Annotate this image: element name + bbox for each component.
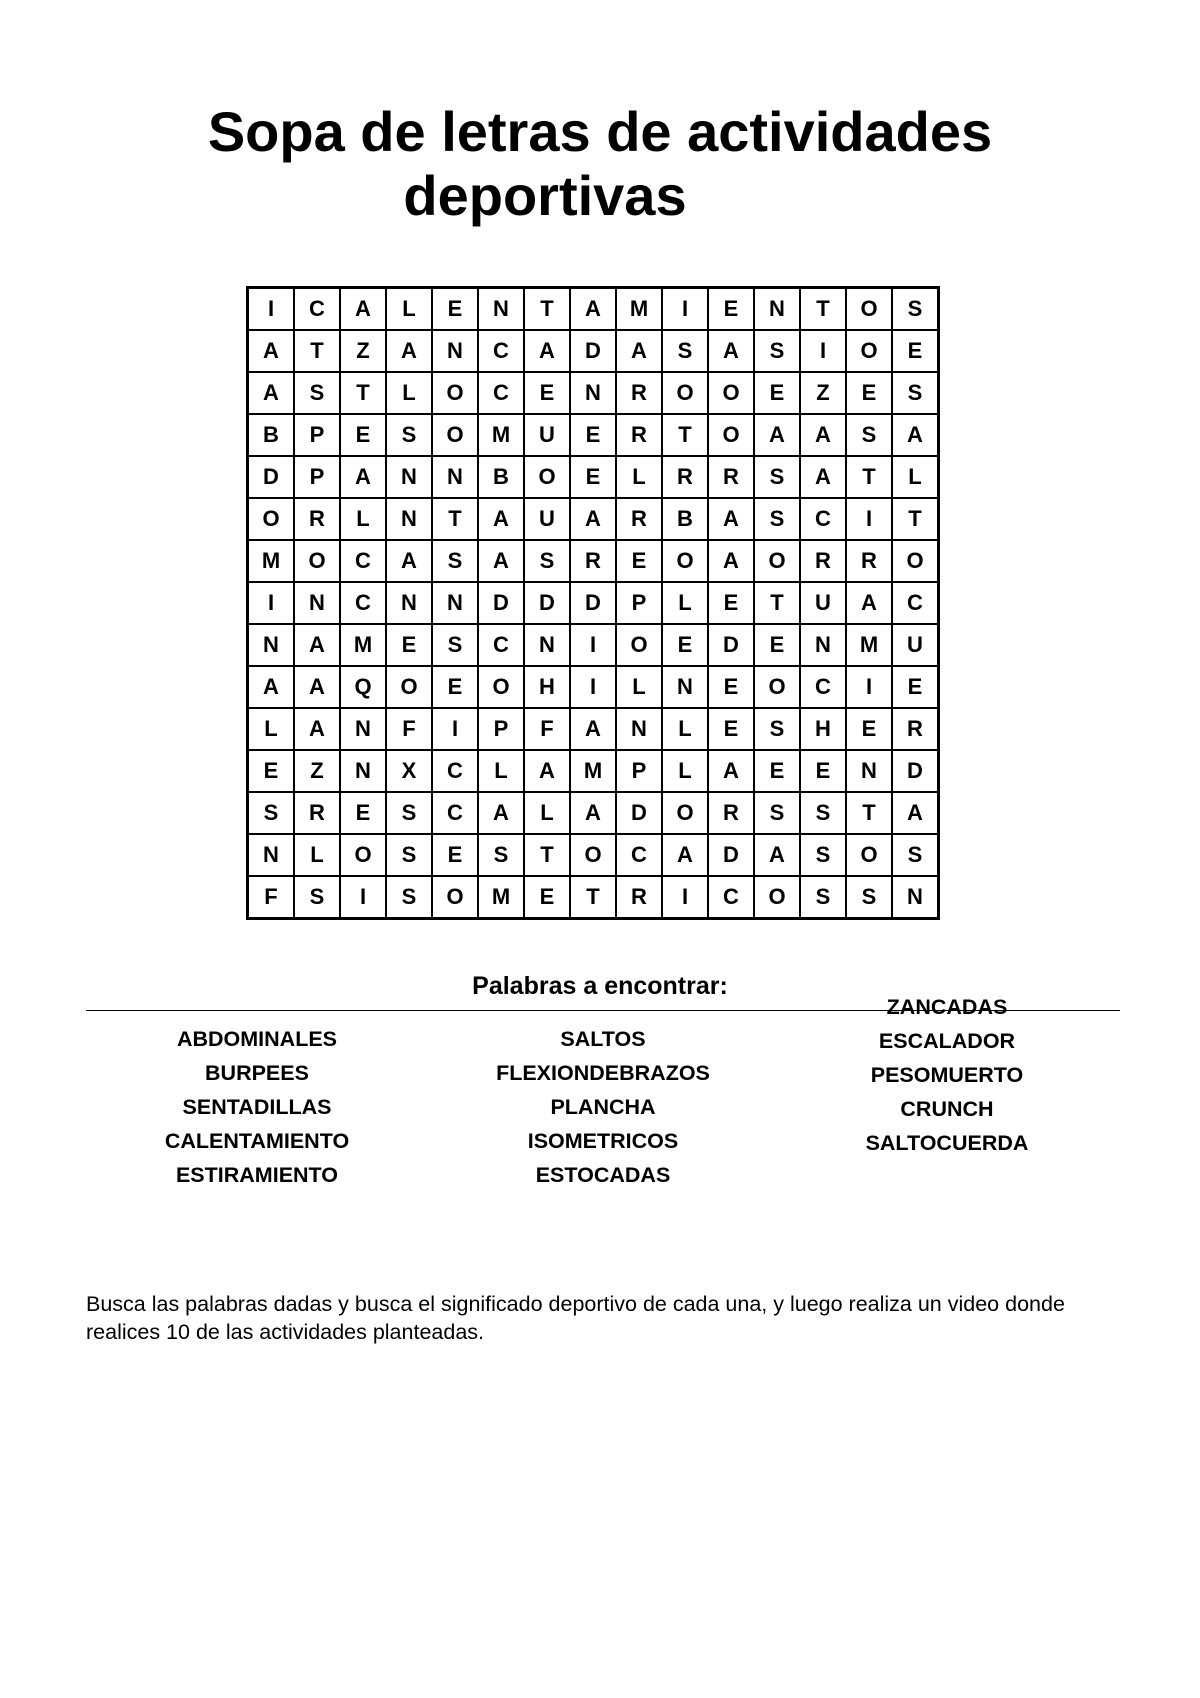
grid-cell[interactable]: N — [846, 750, 892, 792]
grid-cell[interactable]: N — [386, 582, 432, 624]
word-item: ESCALADOR — [878, 1029, 1016, 1053]
grid-cell[interactable]: E — [754, 624, 800, 666]
grid-cell[interactable]: T — [846, 792, 892, 834]
grid-cell[interactable]: I — [846, 498, 892, 540]
grid-cell[interactable]: R — [616, 414, 662, 456]
grid-cell[interactable]: E — [846, 708, 892, 750]
grid-cell[interactable]: E — [248, 750, 295, 792]
grid-cell[interactable]: A — [708, 750, 754, 792]
word-item: CALENTAMIENTO — [164, 1129, 350, 1153]
grid-cell[interactable]: N — [478, 288, 524, 331]
word-item: PESOMUERTO — [870, 1063, 1024, 1087]
grid-cell[interactable]: T — [524, 288, 570, 331]
grid-row — [248, 708, 939, 750]
grid-cell[interactable]: D — [478, 582, 524, 624]
grid-cell[interactable]: C — [294, 288, 340, 331]
grid-cell[interactable]: S — [846, 414, 892, 456]
grid-cell[interactable]: A — [478, 792, 524, 834]
grid-cell[interactable]: A — [524, 750, 570, 792]
grid-cell[interactable]: A — [570, 792, 616, 834]
grid-cell[interactable]: F — [524, 708, 570, 750]
grid-cell[interactable]: C — [616, 834, 662, 876]
grid-cell[interactable]: A — [800, 414, 846, 456]
grid-cell[interactable]: E — [754, 372, 800, 414]
word-item: SALTOCUERDA — [865, 1131, 1029, 1155]
grid-cell[interactable]: A — [800, 456, 846, 498]
grid-cell[interactable]: O — [754, 540, 800, 582]
grid-cell[interactable]: A — [892, 414, 939, 456]
grid-cell[interactable]: S — [386, 876, 432, 919]
grid-cell[interactable]: T — [662, 414, 708, 456]
grid-cell[interactable]: T — [340, 372, 386, 414]
word-item: SALTOS — [560, 1027, 646, 1051]
grid-cell[interactable]: L — [616, 666, 662, 708]
grid-cell[interactable]: L — [248, 708, 295, 750]
grid-cell[interactable]: I — [570, 624, 616, 666]
grid-cell[interactable]: E — [570, 414, 616, 456]
grid-cell[interactable]: H — [800, 708, 846, 750]
grid-cell[interactable]: Q — [340, 666, 386, 708]
grid-cell[interactable]: O — [846, 330, 892, 372]
grid-cell[interactable]: O — [570, 834, 616, 876]
instructions-text: Busca las palabras dadas y busca el significado deportivo de cada una, y luego realiza un video donde realices 10 de las actividades planteadas. — [86, 1292, 1065, 1344]
grid-cell[interactable]: A — [248, 372, 295, 414]
grid-cell[interactable]: O — [432, 876, 478, 919]
page-title-line-1: Sopa de letras de actividades — [207, 100, 993, 163]
grid-cell[interactable]: P — [294, 456, 340, 498]
grid-cell[interactable]: C — [800, 498, 846, 540]
grid-cell[interactable]: N — [800, 624, 846, 666]
grid-cell[interactable]: E — [386, 624, 432, 666]
grid-cell[interactable]: Z — [340, 330, 386, 372]
grid-cell[interactable]: N — [616, 708, 662, 750]
grid-cell[interactable]: E — [892, 666, 939, 708]
grid-cell[interactable]: H — [524, 666, 570, 708]
grid-cell[interactable]: C — [708, 876, 754, 919]
grid-cell[interactable]: R — [846, 540, 892, 582]
grid-cell[interactable]: O — [294, 540, 340, 582]
grid-cell[interactable]: L — [662, 582, 708, 624]
grid-cell[interactable]: E — [340, 414, 386, 456]
word-list-column-2 — [438, 1022, 768, 1192]
grid-cell[interactable]: E — [570, 456, 616, 498]
grid-cell[interactable]: S — [754, 708, 800, 750]
grid-cell[interactable]: S — [754, 792, 800, 834]
grid-cell[interactable]: L — [662, 750, 708, 792]
grid-cell[interactable]: T — [432, 498, 478, 540]
word-item: ZANCADAS — [886, 995, 1008, 1019]
grid-cell[interactable]: R — [616, 372, 662, 414]
grid-cell[interactable]: I — [570, 666, 616, 708]
grid-cell[interactable]: Z — [294, 750, 340, 792]
grid-cell[interactable]: A — [708, 498, 754, 540]
grid-cell[interactable]: S — [754, 498, 800, 540]
grid-cell[interactable]: N — [294, 582, 340, 624]
grid-cell[interactable]: O — [432, 414, 478, 456]
grid-cell[interactable]: C — [432, 750, 478, 792]
grid-cell[interactable]: E — [432, 834, 478, 876]
grid-cell[interactable]: N — [386, 498, 432, 540]
grid-cell[interactable]: S — [892, 288, 939, 331]
grid-cell[interactable]: N — [892, 876, 939, 919]
grid-cell[interactable]: R — [616, 498, 662, 540]
grid-cell[interactable]: L — [294, 834, 340, 876]
grid-cell[interactable]: O — [708, 372, 754, 414]
grid-cell[interactable]: A — [340, 288, 386, 331]
grid-cell[interactable]: D — [248, 456, 295, 498]
grid-cell[interactable]: O — [846, 834, 892, 876]
grid-row — [248, 834, 939, 876]
grid-cell[interactable]: R — [570, 540, 616, 582]
word-item: BURPEES — [205, 1061, 309, 1085]
grid-row — [248, 498, 939, 540]
grid-cell[interactable]: I — [662, 876, 708, 919]
grid-cell[interactable]: S — [800, 792, 846, 834]
grid-cell[interactable]: A — [524, 330, 570, 372]
grid-cell[interactable]: L — [386, 372, 432, 414]
grid-cell[interactable]: L — [340, 498, 386, 540]
grid-cell[interactable]: S — [754, 456, 800, 498]
grid-cell[interactable]: E — [432, 666, 478, 708]
grid-cell[interactable]: M — [846, 624, 892, 666]
grid-row — [248, 414, 939, 456]
grid-cell[interactable]: C — [340, 582, 386, 624]
grid-cell[interactable]: R — [294, 792, 340, 834]
grid-cell[interactable]: U — [524, 498, 570, 540]
grid-cell[interactable]: P — [616, 582, 662, 624]
grid-cell[interactable]: T — [846, 456, 892, 498]
grid-cell[interactable]: I — [248, 582, 295, 624]
grid-cell[interactable]: R — [708, 792, 754, 834]
word-list-column-1 — [92, 1022, 422, 1192]
grid-cell[interactable]: A — [386, 540, 432, 582]
grid-cell[interactable]: O — [662, 372, 708, 414]
word-item: SENTADILLAS — [182, 1095, 332, 1119]
grid-row — [248, 624, 939, 666]
grid-cell[interactable]: O — [478, 666, 524, 708]
word-item: PLANCHA — [550, 1095, 656, 1119]
grid-cell[interactable]: E — [432, 288, 478, 331]
grid-cell[interactable]: L — [386, 288, 432, 331]
grid-cell[interactable]: N — [340, 750, 386, 792]
grid-cell[interactable]: C — [478, 372, 524, 414]
grid-cell[interactable]: C — [432, 792, 478, 834]
word-item: ESTOCADAS — [535, 1163, 671, 1187]
grid-cell[interactable]: S — [432, 540, 478, 582]
grid-cell[interactable]: A — [478, 498, 524, 540]
grid-cell[interactable]: A — [478, 540, 524, 582]
grid-cell[interactable]: R — [616, 876, 662, 919]
grid-cell[interactable]: T — [570, 876, 616, 919]
grid-cell[interactable]: P — [616, 750, 662, 792]
grid-cell[interactable]: A — [570, 708, 616, 750]
grid-cell[interactable]: M — [478, 876, 524, 919]
grid-cell[interactable]: A — [294, 708, 340, 750]
grid-cell[interactable]: E — [892, 330, 939, 372]
grid-cell[interactable]: B — [478, 456, 524, 498]
grid-cell[interactable]: O — [432, 372, 478, 414]
grid-row — [248, 750, 939, 792]
grid-cell[interactable]: A — [846, 582, 892, 624]
grid-cell[interactable]: C — [800, 666, 846, 708]
grid-cell[interactable]: S — [294, 876, 340, 919]
grid-cell[interactable]: A — [708, 330, 754, 372]
grid-cell[interactable]: E — [754, 750, 800, 792]
grid-cell[interactable]: N — [432, 330, 478, 372]
grid-cell[interactable]: E — [662, 624, 708, 666]
grid-cell[interactable]: L — [616, 456, 662, 498]
grid-cell[interactable]: D — [616, 792, 662, 834]
word-item: ABDOMINALES — [176, 1027, 338, 1051]
grid-cell[interactable]: S — [800, 876, 846, 919]
word-item: ESTIRAMIENTO — [175, 1163, 339, 1187]
grid-cell[interactable]: M — [340, 624, 386, 666]
grid-cell[interactable]: A — [754, 834, 800, 876]
grid-cell[interactable]: T — [892, 498, 939, 540]
grid-cell[interactable]: O — [662, 792, 708, 834]
grid-cell[interactable]: N — [432, 582, 478, 624]
grid-cell[interactable]: A — [662, 834, 708, 876]
grid-cell[interactable]: S — [478, 834, 524, 876]
grid-cell[interactable]: O — [248, 498, 295, 540]
grid-cell[interactable]: N — [432, 456, 478, 498]
grid-cell[interactable]: A — [570, 498, 616, 540]
grid-cell[interactable]: N — [662, 666, 708, 708]
grid-cell[interactable]: Z — [800, 372, 846, 414]
grid-cell[interactable]: M — [616, 288, 662, 331]
page-title — [0, 100, 1200, 228]
grid-cell[interactable]: R — [800, 540, 846, 582]
grid-cell[interactable]: I — [846, 666, 892, 708]
grid-cell[interactable]: A — [708, 540, 754, 582]
grid-cell[interactable]: O — [662, 540, 708, 582]
grid-cell[interactable]: A — [248, 330, 295, 372]
grid-cell[interactable]: E — [800, 750, 846, 792]
grid-row — [248, 666, 939, 708]
grid-cell[interactable]: I — [340, 876, 386, 919]
grid-cell[interactable]: M — [570, 750, 616, 792]
grid-cell[interactable]: X — [386, 750, 432, 792]
words-heading: Palabras a encontrar: — [472, 972, 728, 1000]
word-item: ISOMETRICOS — [527, 1129, 679, 1153]
grid-cell[interactable]: L — [524, 792, 570, 834]
grid-row — [248, 372, 939, 414]
grid-cell[interactable]: C — [478, 624, 524, 666]
grid-cell[interactable]: S — [386, 792, 432, 834]
grid-row — [248, 792, 939, 834]
grid-cell[interactable]: S — [294, 372, 340, 414]
grid-cell[interactable]: O — [846, 288, 892, 331]
grid-cell[interactable]: N — [754, 288, 800, 331]
grid-cell[interactable]: I — [662, 288, 708, 331]
grid-cell[interactable]: S — [432, 624, 478, 666]
grid-cell[interactable]: O — [754, 876, 800, 919]
grid-cell[interactable]: A — [294, 624, 340, 666]
grid-row — [248, 288, 939, 331]
word-item: FLEXIONDEBRAZOS — [496, 1061, 710, 1085]
grid-cell[interactable]: E — [708, 288, 754, 331]
grid-cell[interactable]: D — [524, 582, 570, 624]
grid-cell[interactable]: D — [708, 624, 754, 666]
grid-row — [248, 456, 939, 498]
grid-cell[interactable]: S — [662, 330, 708, 372]
grid-cell[interactable]: L — [662, 708, 708, 750]
grid-cell[interactable]: M — [248, 540, 295, 582]
grid-row — [248, 876, 939, 919]
grid-cell[interactable]: B — [662, 498, 708, 540]
grid-cell[interactable]: A — [754, 414, 800, 456]
grid-cell[interactable]: L — [892, 456, 939, 498]
grid-cell[interactable]: E — [524, 876, 570, 919]
grid-cell[interactable]: B — [248, 414, 295, 456]
grid-cell[interactable]: P — [294, 414, 340, 456]
grid-cell[interactable]: A — [616, 330, 662, 372]
grid-cell[interactable]: F — [248, 876, 295, 919]
grid-cell[interactable]: E — [524, 372, 570, 414]
grid-cell[interactable]: A — [386, 330, 432, 372]
grid-cell[interactable]: T — [524, 834, 570, 876]
grid-cell[interactable]: S — [524, 540, 570, 582]
grid-cell[interactable]: S — [386, 414, 432, 456]
grid-cell[interactable]: T — [294, 330, 340, 372]
grid-cell[interactable]: U — [892, 624, 939, 666]
grid-cell[interactable]: O — [892, 540, 939, 582]
grid-cell[interactable]: S — [846, 876, 892, 919]
grid-cell[interactable]: A — [294, 666, 340, 708]
grid-cell[interactable]: A — [340, 456, 386, 498]
grid-cell[interactable]: R — [892, 708, 939, 750]
grid-cell[interactable]: O — [616, 624, 662, 666]
grid-row — [248, 582, 939, 624]
page-title-line-2: deportivas — [403, 164, 687, 227]
grid-cell[interactable]: S — [754, 330, 800, 372]
grid-cell[interactable]: E — [708, 708, 754, 750]
grid-cell[interactable]: E — [708, 666, 754, 708]
grid-cell[interactable]: S — [800, 834, 846, 876]
grid-cell[interactable]: S — [248, 792, 295, 834]
grid-cell[interactable]: N — [248, 834, 295, 876]
grid-cell[interactable]: A — [248, 666, 295, 708]
grid-cell[interactable]: A — [570, 288, 616, 331]
grid-cell[interactable]: U — [524, 414, 570, 456]
word-item: CRUNCH — [900, 1097, 994, 1121]
grid-cell[interactable]: N — [386, 456, 432, 498]
grid-cell[interactable]: U — [800, 582, 846, 624]
grid-cell[interactable]: D — [570, 582, 616, 624]
grid-cell[interactable]: I — [432, 708, 478, 750]
grid-cell[interactable]: M — [478, 414, 524, 456]
grid-cell[interactable]: N — [340, 708, 386, 750]
grid-cell[interactable]: D — [708, 834, 754, 876]
grid-cell[interactable]: D — [570, 330, 616, 372]
grid-cell[interactable]: S — [386, 834, 432, 876]
grid-cell[interactable]: F — [386, 708, 432, 750]
grid-cell[interactable]: S — [892, 834, 939, 876]
grid-cell[interactable]: O — [754, 666, 800, 708]
word-search-grid — [246, 286, 940, 920]
grid-cell[interactable]: R — [662, 456, 708, 498]
grid-cell[interactable]: O — [708, 414, 754, 456]
grid-cell[interactable]: C — [478, 330, 524, 372]
grid-cell[interactable]: E — [340, 792, 386, 834]
grid-cell[interactable]: R — [294, 498, 340, 540]
grid-cell[interactable]: N — [248, 624, 295, 666]
grid-cell[interactable]: O — [386, 666, 432, 708]
grid-cell[interactable]: E — [616, 540, 662, 582]
grid-cell[interactable]: T — [754, 582, 800, 624]
grid-cell[interactable]: E — [708, 582, 754, 624]
grid-cell[interactable]: C — [340, 540, 386, 582]
grid-cell[interactable]: I — [800, 330, 846, 372]
grid-cell[interactable]: R — [708, 456, 754, 498]
grid-cell[interactable]: L — [478, 750, 524, 792]
word-list-column-3 — [782, 990, 1112, 1160]
grid-cell[interactable]: C — [892, 582, 939, 624]
grid-row — [248, 540, 939, 582]
grid-cell[interactable]: I — [248, 288, 295, 331]
grid-cell[interactable]: S — [892, 372, 939, 414]
grid-cell[interactable]: D — [892, 750, 939, 792]
grid-cell[interactable]: N — [524, 624, 570, 666]
grid-cell[interactable]: N — [570, 372, 616, 414]
grid-cell[interactable]: E — [846, 372, 892, 414]
grid-cell[interactable]: A — [892, 792, 939, 834]
grid-cell[interactable]: P — [478, 708, 524, 750]
grid-row — [248, 330, 939, 372]
grid-cell[interactable]: O — [524, 456, 570, 498]
grid-cell[interactable]: O — [340, 834, 386, 876]
grid-cell[interactable]: T — [800, 288, 846, 331]
